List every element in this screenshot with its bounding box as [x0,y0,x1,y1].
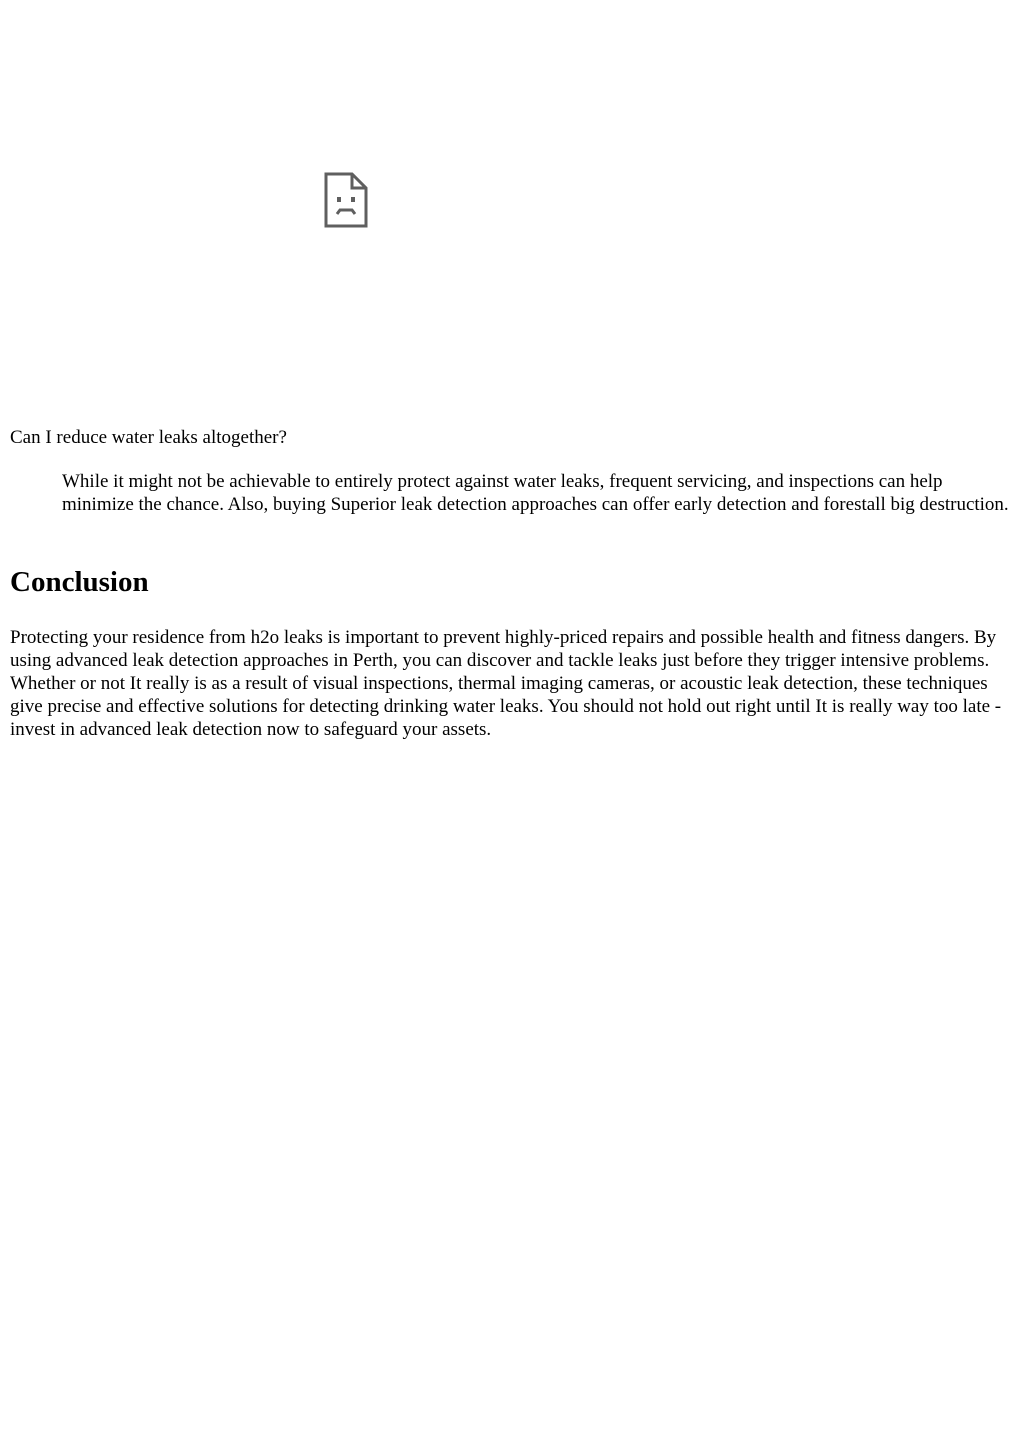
faq-answer: While it might not be achievable to entirely protect against water leaks, frequent servicing, and inspections can help minimize the chance. Also, buying Superior leak detection approaches can offer early detection and forestall big destruction. [62,471,1009,515]
broken-image-icon [324,172,368,228]
conclusion-paragraph: Protecting your residence from h2o leaks is important to prevent highly-priced repairs and possible health and fitness dangers. By using advanced leak detection approaches in Perth, you can discover and tackle leaks just before they trigger intensive problems. Whether or not It really is as a result of visual inspections, thermal imaging cameras, or acoustic leak detection, these techniques give precise and effective solutions for detecting drinking water leaks. You should not hold out right until It is really way too late - invest in advanced leak detection now to safeguard your assets. [10,627,1002,740]
faq-question: Can I reduce water leaks altogether? [10,427,287,448]
conclusion-heading: Conclusion [10,566,149,598]
